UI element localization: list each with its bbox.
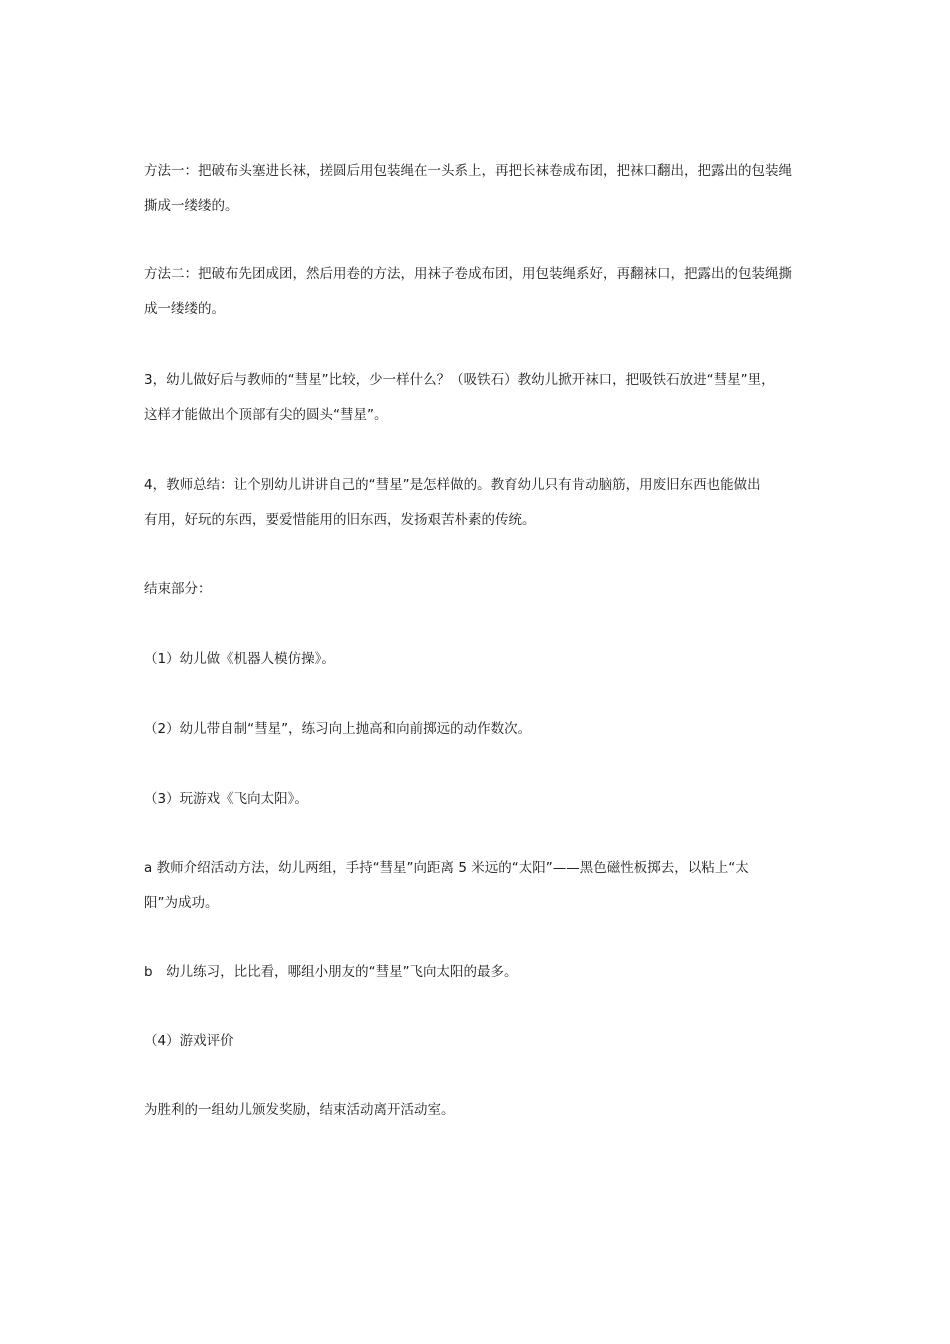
paragraph-step-3	[144, 363, 812, 433]
text-line: 这样才能做出个顶部有尖的圆头“彗星”。	[144, 407, 388, 423]
section-heading-ending	[144, 572, 812, 607]
text-line: 3，幼儿做好后与教师的“彗星”比较，少一样什么？（吸铁石）教幼儿掀开袜口，把吸铁石放进“彗星”里，	[144, 372, 775, 388]
text-line: 方法二：把破布先团成团，然后用卷的方法，用袜子卷成布团，用包装绳系好，再翻袜口，把露出的包装绳撕	[144, 266, 792, 282]
text-line: 有用，好玩的东西，要爱惜能用的旧东西，发扬艰苦朴素的传统。	[144, 512, 536, 528]
list-item-ending-1	[144, 642, 812, 677]
text-line: 结束部分：	[144, 581, 212, 597]
text-line: b 幼儿练习，比比看，哪组小朋友的“彗星”飞向太阳的最多。	[144, 964, 518, 980]
text-line: 方法一：把破布头塞进长袜，搓圆后用包装绳在一头系上，再把长袜卷成布团，把袜口翻出，把露出的包装绳	[144, 163, 792, 179]
paragraph-method-two	[144, 257, 812, 327]
text-line: （1）幼儿做《机器人模仿操》。	[144, 651, 335, 667]
text-line: 撕成一缕缕的。	[144, 198, 239, 214]
text-line: 成一缕缕的。	[144, 301, 225, 317]
paragraph-game-b	[144, 955, 812, 990]
paragraph-method-one	[144, 154, 812, 224]
text-line: a 教师介绍活动方法，幼儿两组，手持“彗星”向距离 5 米远的“太阳”——黑色磁性板掷去，以粘上“太	[144, 860, 749, 876]
text-line: 为胜利的一组幼儿颁发奖励，结束活动离开活动室。	[144, 1102, 455, 1118]
paragraph-game-a	[144, 851, 812, 921]
text-line: （3）玩游戏《飞向太阳》。	[144, 791, 308, 807]
list-item-ending-2	[144, 712, 812, 747]
text-line: （2）幼儿带自制“彗星”，练习向上抛高和向前掷远的动作数次。	[144, 721, 532, 737]
paragraph-conclusion	[144, 1093, 812, 1128]
text-line: 阳”为成功。	[144, 895, 219, 911]
list-item-ending-4	[144, 1024, 812, 1059]
text-line: 4，教师总结：让个别幼儿讲讲自己的“彗星”是怎样做的。教育幼儿只有肯动脑筋，用废旧东西也能做出	[144, 477, 761, 493]
text-line: （4）游戏评价	[144, 1033, 234, 1049]
list-item-ending-3	[144, 782, 812, 817]
paragraph-step-4	[144, 468, 812, 538]
